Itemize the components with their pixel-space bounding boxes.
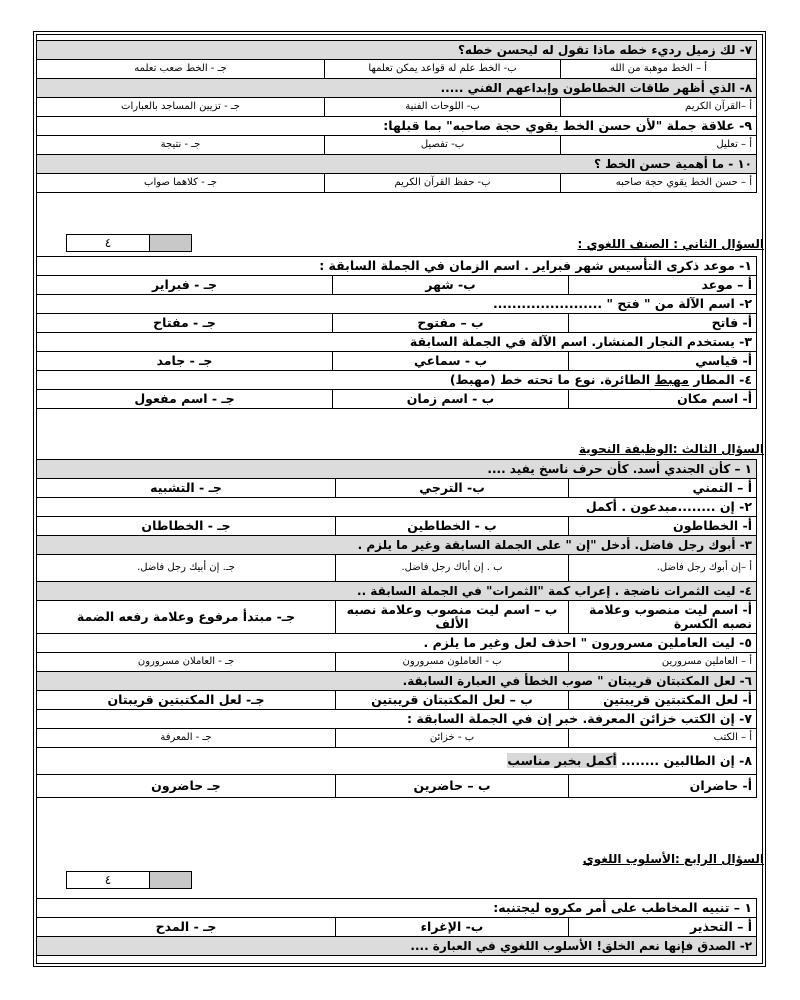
p3-q8-stem-highlight: أكمل بخبر مناسب — [507, 753, 617, 768]
p3-q7-option-c[interactable]: جـ - المعرفة — [37, 729, 336, 748]
p3-q6-stem: ٦- لعل المكتبتان قريبتان " صوب الخطأ في العبارة السابقة. — [37, 672, 757, 691]
p2-q3-option-a[interactable]: أ- قياسي — [569, 352, 757, 371]
q10-option-a[interactable]: أ – حسن الخط يقوي حجة صاحبه — [561, 174, 757, 193]
p2-q1-option-c[interactable]: جـ - فبراير — [37, 276, 333, 295]
p4-q1-stem: ١ – تنبيه المخاطب على أمر مكروه ليجتنبه: — [37, 899, 757, 918]
p4-q1-option-c[interactable]: جـ - المدح — [37, 918, 336, 937]
p2-q2-option-a[interactable]: أ- فاتح — [569, 314, 757, 333]
p2-q4-option-b[interactable]: ب - اسم زمان — [333, 390, 569, 409]
p2-q4-option-a[interactable]: أ- اسم مكان — [569, 390, 757, 409]
part4-score-empty — [150, 872, 192, 889]
part4-score-box — [66, 871, 192, 889]
part2-score: ٤ — [67, 235, 150, 252]
part4-table — [36, 898, 757, 956]
q10-stem: ١٠ - ما أهمية حسن الخط ؟ — [37, 155, 757, 174]
q7-option-b[interactable]: ب- الخط علم له قواعد يمكن تعلمها — [325, 60, 561, 79]
p3-q5-option-a[interactable]: أ – العاملين مسرورين — [569, 653, 757, 672]
p3-q5-stem: ٥- ليت العاملين مسرورون " احذف لعل وغير ما يلزم . — [37, 634, 757, 653]
p3-q7-stem: ٧- إن الكتب خزائن المعرفة. خبر إن في الجملة السابقة : — [37, 710, 757, 729]
p3-q8-option-b[interactable]: ب – حاضرين — [336, 775, 569, 798]
p3-q4-option-c[interactable]: جـ- مبتدأ مرفوع وعلامة رفعه الضمة — [37, 601, 336, 634]
p2-q3-option-c[interactable]: جـ - جامد — [37, 352, 333, 371]
q10-option-c[interactable]: جـ - كلاهما صواب — [37, 174, 325, 193]
q8-stem: ٨- الذي أظهر طاقات الخطاطون وإبداعهم الفني ..... — [37, 79, 757, 98]
part3-table — [36, 459, 757, 798]
p2-q4-stem-underlined: مهبط — [654, 372, 690, 387]
p3-q2-stem: ٢- إن ........مبدعون . أكمل — [37, 498, 757, 517]
p2-q3-option-b[interactable]: ب - سماعي — [333, 352, 569, 371]
p3-q2-option-b[interactable]: ب - الخطاطين — [336, 517, 569, 536]
p3-q8-option-c[interactable]: جـ حاضرون — [37, 775, 336, 798]
p3-q2-option-a[interactable]: أ- الخطاطون — [569, 517, 757, 536]
p3-q3-option-c[interactable]: جـ. إن أبيك رجل فاضل. — [37, 555, 336, 582]
p2-q2-stem: ٢- اسم الآلة من " فتح " ....................... — [37, 295, 757, 314]
q9-option-c[interactable]: جـ - نتيجة — [37, 136, 325, 155]
q8-option-a[interactable]: أ –القرآن الكريم — [561, 98, 757, 117]
p2-q4-option-c[interactable]: جـ - اسم مفعول — [37, 390, 333, 409]
q9-option-b[interactable]: ب- تفصيل — [325, 136, 561, 155]
p3-q5-option-b[interactable]: ب - العاملون مسرورون — [336, 653, 569, 672]
p2-q4-stem-post: الطائرة. نوع ما تحته خط (مهبط) — [449, 372, 655, 387]
p2-q1-stem: ١- موعد ذكرى التأسيس شهر فبراير . اسم الزمان في الجملة السابقة : — [37, 257, 757, 276]
q7-stem: ٧- لك زميل رديء خطه ماذا تقول له ليحسن خطه؟ — [37, 41, 757, 60]
p2-q2-option-c[interactable]: جـ - مفتاح — [37, 314, 333, 333]
p3-q1-stem: ١ – كأن الجندي أسد. كأن حرف ناسخ يفيد .... — [37, 460, 757, 479]
part2-table — [36, 256, 757, 409]
p2-q4-stem — [37, 371, 757, 390]
p3-q3-option-a[interactable]: أ –إن أبوك رجل فاضل. — [569, 555, 757, 582]
q8-option-b[interactable]: ب- اللوحات الفنية — [325, 98, 561, 117]
p2-q3-stem: ٣- يستخدم النجار المنشار. اسم الآلة في الجملة السابقة — [37, 333, 757, 352]
p3-q1-option-b[interactable]: ب- الترجي — [336, 479, 569, 498]
p3-q1-option-a[interactable]: أ – التمني — [569, 479, 757, 498]
part2-score-empty — [150, 235, 192, 252]
part4-title: السؤال الرابع :الأسلوب اللغوي — [582, 852, 764, 866]
p3-q8-option-a[interactable]: أ- حاضران — [569, 775, 757, 798]
q9-stem: ٩- علاقة جملة "لأن حسن الخط يقوي حجة صاحبه" بما قبلها: — [37, 117, 757, 136]
p3-q6-option-a[interactable]: أ- لعل المكتبتين قريبتين — [569, 691, 757, 710]
p3-q4-option-b[interactable]: ب – اسم ليت منصوب وعلامة نصبه الألف — [336, 601, 569, 634]
part1-table — [36, 40, 757, 193]
part3-title: السؤال الثالث :الوظيفة النحوية — [578, 442, 764, 456]
p3-q5-option-c[interactable]: جـ - العاملان مسرورون — [37, 653, 336, 672]
p3-q8-stem — [37, 748, 757, 775]
q7-option-c[interactable]: جـ - الخط صعب تعلمه — [37, 60, 325, 79]
part2-title: السؤال الثاني : الصنف اللغوي : — [577, 237, 764, 251]
p3-q3-option-b[interactable]: ب . إن أباك رجل فاضل. — [336, 555, 569, 582]
p3-q8-stem-pre: ٨- إن الطالبين ........ — [616, 753, 752, 768]
part4-score: ٤ — [67, 872, 150, 889]
p3-q6-option-c[interactable]: جـ- لعل المكتبتين قريبتان — [37, 691, 336, 710]
p2-q2-option-b[interactable]: ب – مفتوح — [333, 314, 569, 333]
p2-q1-option-a[interactable]: أ – موعد — [569, 276, 757, 295]
p3-q1-option-c[interactable]: جـ - التشبيه — [37, 479, 336, 498]
p3-q6-option-b[interactable]: ب – لعل المكتبتان قريبتين — [336, 691, 569, 710]
p3-q7-option-a[interactable]: أ – الكتب — [569, 729, 757, 748]
q10-option-b[interactable]: ب- حفظ القرآن الكريم — [325, 174, 561, 193]
p2-q4-stem-pre: ٤- المطار — [689, 372, 753, 387]
p3-q2-option-c[interactable]: جـ - الخطاطان — [37, 517, 336, 536]
p3-q7-option-b[interactable]: ب - خزائن — [336, 729, 569, 748]
p4-q1-option-b[interactable]: ب- الإغراء — [336, 918, 569, 937]
p3-q4-stem: ٤- ليت الثمرات ناضجة . إعراب كمة "الثمرات" في الجملة السابقة .. — [37, 582, 757, 601]
q8-option-c[interactable]: جـ - تزيين المساجد بالعبارات — [37, 98, 325, 117]
p3-q3-stem: ٣- أبوك رجل فاضل. أدخل "إن " على الجملة السابقة وغير ما يلزم . — [37, 536, 757, 555]
p4-q1-option-a[interactable]: أ – التحذير — [569, 918, 757, 937]
q9-option-a[interactable]: أ – تعليل — [561, 136, 757, 155]
p3-q4-option-a[interactable]: أ- اسم ليت منصوب وعلامة نصبه الكسرة — [569, 601, 757, 634]
p2-q1-option-b[interactable]: ب- شهر — [333, 276, 569, 295]
p4-q2-stem: ٢- الصدق فإنها نعم الخلق! الأسلوب اللغوي في العبارة .... — [37, 937, 757, 956]
q7-option-a[interactable]: أ – الخط موهبة من الله — [561, 60, 757, 79]
part2-score-box — [66, 234, 192, 252]
